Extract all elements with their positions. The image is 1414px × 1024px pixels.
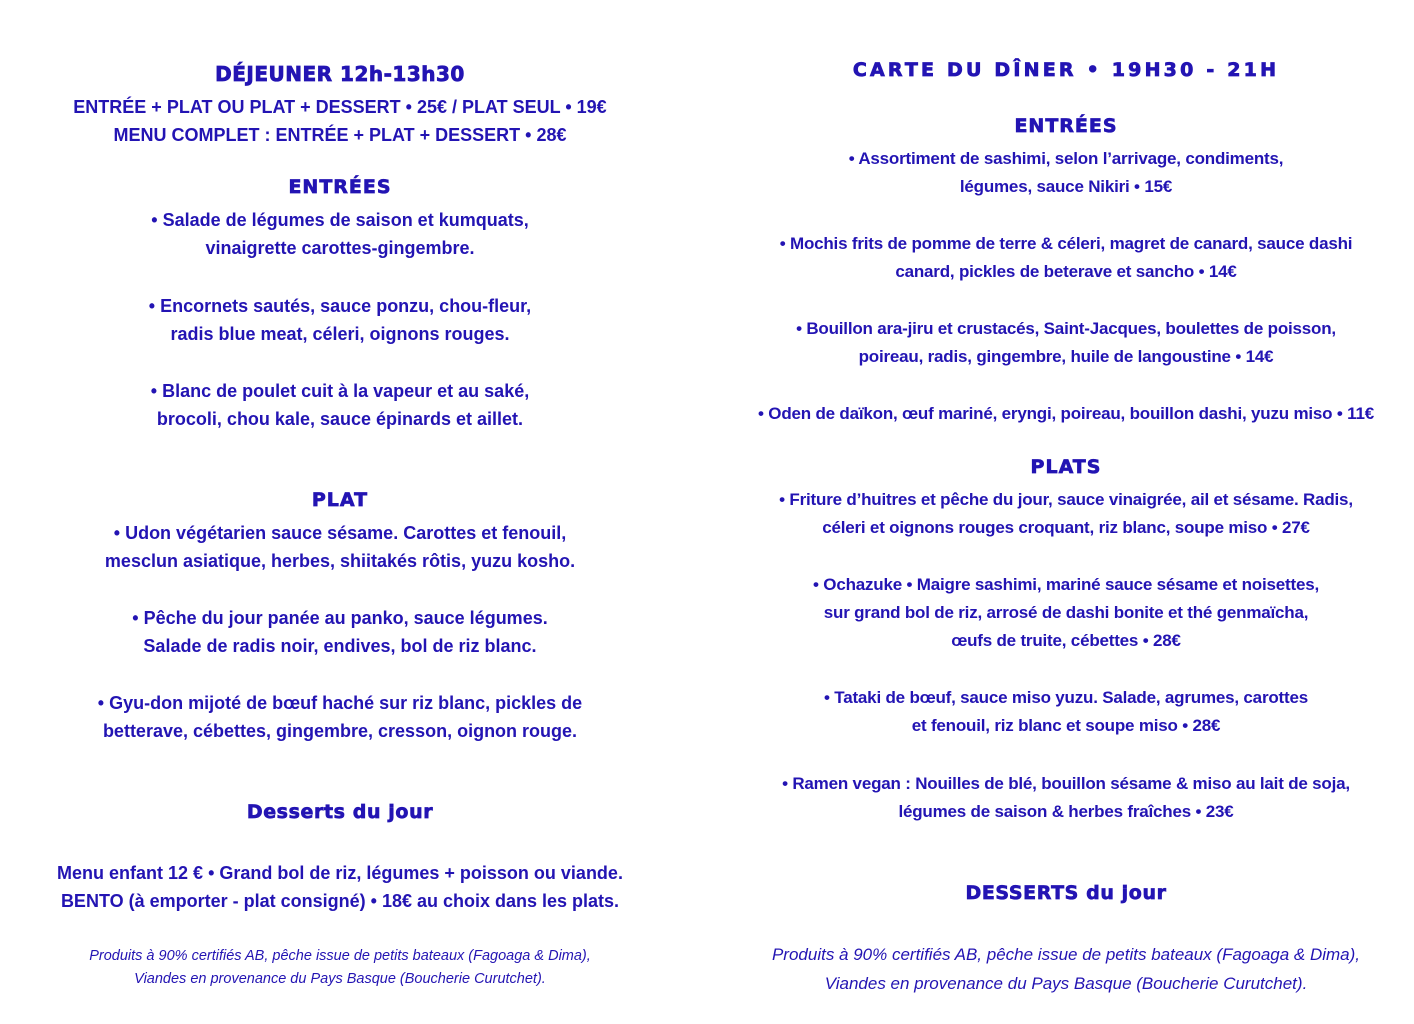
lunch-kids-menu: Menu enfant 12 € • Grand bol de riz, légumes + poisson ou viande.	[57, 863, 623, 883]
dinner-desserts-heading: DESSERTS du jour	[965, 882, 1167, 904]
dinner-plat-3-line-1: • Tataki de bœuf, sauce miso yuzu. Salade, agrumes, carottes	[824, 688, 1308, 707]
dinner-entree-1-line-2: légumes, sauce Nikiri • 15€	[959, 177, 1173, 196]
lunch-plat-3-line-1: • Gyu-don mijoté de bœuf haché sur riz blanc, pickles de	[97, 693, 583, 713]
lunch-plat-item	[10, 689, 670, 745]
dinner-plat-item	[722, 571, 1410, 655]
dinner-plat-2-line-2: sur grand bol de riz, arrosé de dashi bonite et thé genmaïcha,	[823, 603, 1309, 622]
dinner-entree-2-line-2: canard, pickles de beterave et sancho • 14€	[895, 262, 1237, 281]
dinner-entree-item	[722, 230, 1410, 286]
dinner-entree-2-line-1: • Mochis frits de pomme de terre & céleri, magret de canard, sauce dashi	[779, 234, 1353, 253]
lunch-plat-2-line-1: • Pêche du jour panée au panko, sauce légumes.	[132, 608, 548, 628]
lunch-entree-3-line-2: brocoli, chou kale, sauce épinards et aillet.	[156, 409, 524, 429]
dinner-plat-1-line-2: céleri et oignons rouges croquant, riz blanc, soupe miso • 27€	[822, 518, 1310, 537]
lunch-title: DÉJEUNER 12h-13h30	[215, 62, 465, 86]
lunch-plat-3-line-2: betterave, cébettes, gingembre, cresson, oignon rouge.	[102, 721, 578, 741]
lunch-note-line-1: Produits à 90% certifiés AB, pêche issue de petits bateaux (Fagoaga & Dima),	[89, 948, 591, 964]
lunch-entree-3-line-1: • Blanc de poulet cuit à la vapeur et au saké,	[150, 381, 530, 401]
lunch-entrees-heading: ENTRÉES	[288, 176, 392, 198]
dinner-entree-3-line-1: • Bouillon ara-jiru et crustacés, Saint-Jacques, boulettes de poisson,	[796, 319, 1336, 338]
dinner-plat-2-line-1: • Ochazuke • Maigre sashimi, mariné sauce sésame et noisettes,	[813, 575, 1319, 594]
dinner-note-line-2: Viandes en provenance du Pays Basque (Boucherie Curutchet).	[824, 974, 1308, 993]
dinner-entrees-heading: ENTRÉES	[1014, 115, 1118, 137]
lunch-entree-item	[10, 206, 670, 262]
dinner-plats-heading: PLATS	[1030, 456, 1102, 478]
lunch-plat-1-line-2: mesclun asiatique, herbes, shiitakés rôtis, yuzu kosho.	[104, 551, 576, 571]
dinner-plat-4-line-1: • Ramen vegan : Nouilles de blé, bouillon sésame & miso au lait de soja,	[782, 774, 1350, 793]
lunch-entree-2-line-2: radis blue meat, céleri, oignons rouges.	[170, 324, 510, 344]
dinner-plat-3-line-2: et fenouil, riz blanc et soupe miso • 28€	[911, 716, 1221, 735]
lunch-plat-item	[10, 519, 670, 575]
lunch-entree-2-line-1: • Encornets sautés, sauce ponzu, chou-fleur,	[148, 296, 532, 316]
lunch-entree-item	[10, 292, 670, 348]
dinner-plat-2-line-3: œufs de truite, cébettes • 28€	[951, 631, 1181, 650]
lunch-plat-heading: PLAT	[311, 489, 369, 511]
lunch-formula-1: ENTRÉE + PLAT OU PLAT + DESSERT • 25€ / PLAT SEUL • 19€	[73, 97, 607, 117]
lunch-note-line-2: Viandes en provenance du Pays Basque (Boucherie Curutchet).	[134, 971, 546, 987]
dinner-entree-4-line-1: • Oden de daïkon, œuf mariné, eryngi, poireau, bouillon dashi, yuzu miso • 11€	[758, 404, 1374, 423]
lunch-plat-2-line-2: Salade de radis noir, endives, bol de riz blanc.	[143, 636, 537, 656]
dinner-entree-3-line-2: poireau, radis, gingembre, huile de langoustine • 14€	[858, 347, 1274, 366]
lunch-entree-1-line-1: • Salade de légumes de saison et kumquats,	[151, 210, 529, 230]
lunch-desserts-heading: Desserts du jour	[246, 801, 434, 823]
lunch-formula-2: MENU COMPLET : ENTRÉE + PLAT + DESSERT • 28€	[113, 125, 567, 145]
dinner-plat-item	[722, 684, 1410, 740]
lunch-entree-item	[10, 377, 670, 433]
dinner-plat-4-line-2: légumes de saison & herbes fraîches • 23€	[898, 802, 1234, 821]
dinner-entree-item	[722, 315, 1410, 371]
dinner-title: CARTE DU DÎNER • 19H30 - 21H	[852, 59, 1280, 81]
dinner-plat-1-line-1: • Friture d’huitres et pêche du jour, sauce vinaigrée, ail et sésame. Radis,	[779, 490, 1353, 509]
lunch-plat-item	[10, 604, 670, 660]
dinner-plat-item	[722, 770, 1410, 826]
lunch-plat-1-line-1: • Udon végétarien sauce sésame. Carottes et fenouil,	[113, 523, 567, 543]
dinner-entree-item	[722, 145, 1410, 201]
lunch-bento: BENTO (à emporter - plat consigné) • 18€ au choix dans les plats.	[60, 891, 620, 911]
lunch-entree-1-line-2: vinaigrette carottes-gingembre.	[205, 238, 475, 258]
dinner-entree-1-line-1: • Assortiment de sashimi, selon l’arrivage, condiments,	[848, 149, 1284, 168]
dinner-note-line-1: Produits à 90% certifiés AB, pêche issue de petits bateaux (Fagoaga & Dima),	[771, 945, 1361, 964]
dinner-entree-item	[722, 400, 1410, 428]
dinner-plat-item	[722, 486, 1410, 542]
